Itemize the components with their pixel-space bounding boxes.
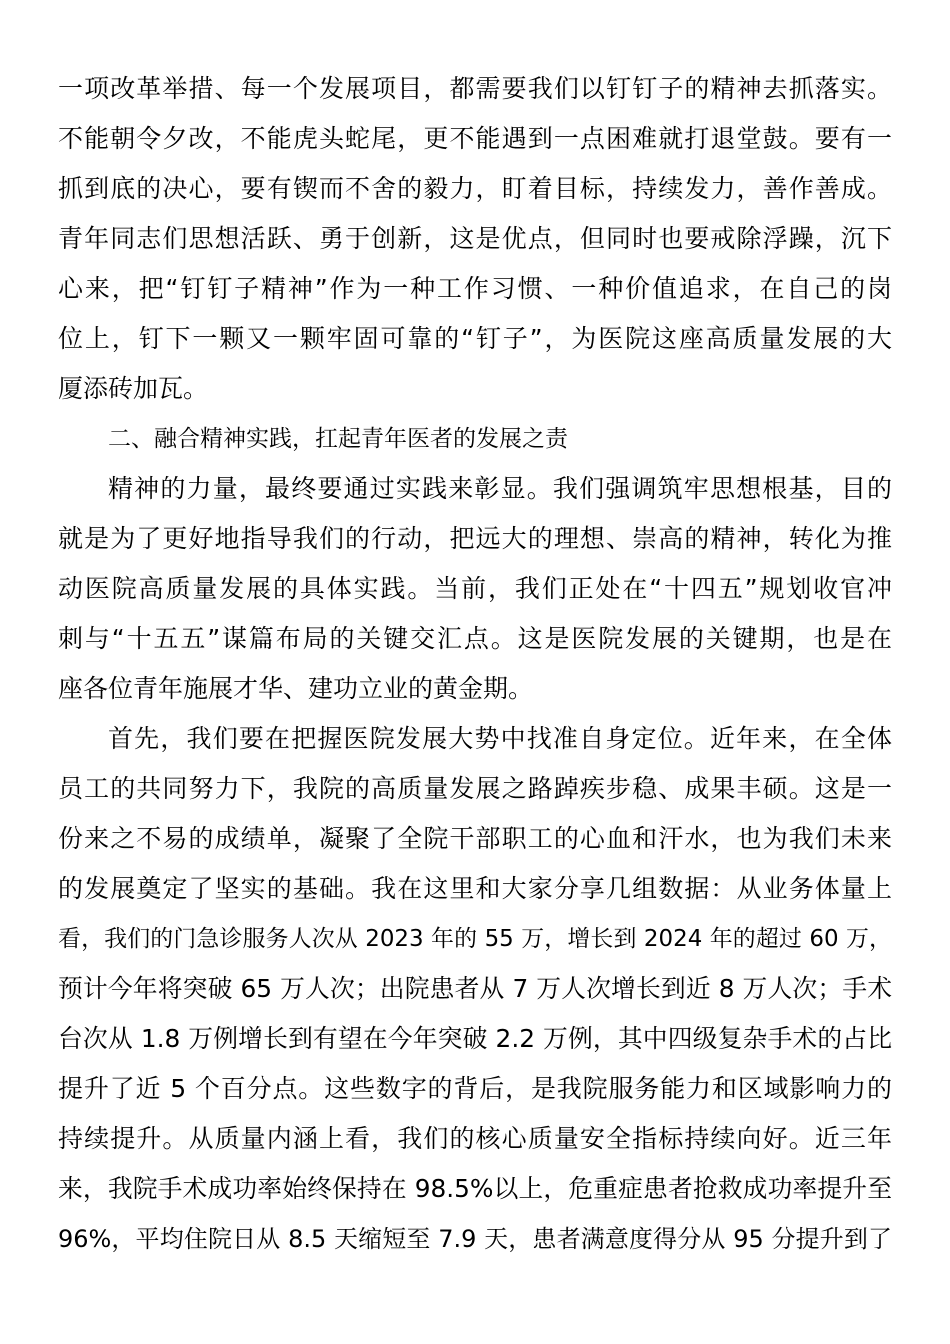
text-line: 员工的共同努力下，我院的高质量发展之路踔疾步稳、成果丰硕。这是一 [58,774,892,803]
text-line: 看，我们的门急诊服务人次从 2023 年的 55 万，增长到 2024 年的超过 60 万， [58,926,892,952]
text-line: 就是为了更好地指导我们的行动，把远大的理想、崇高的精神，转化为推 [58,524,892,553]
text-line: 份来之不易的成绩单，凝聚了全院干部职工的心血和汗水，也为我们未来 [58,824,892,853]
text-line: 来，我院手术成功率始终保持在 98.5%以上，危重症患者抢救成功率提升至 [58,1174,892,1203]
text-line: 台次从 1.8 万例增长到有望在今年突破 2.2 万例，其中四级复杂手术的占比 [58,1024,892,1053]
text-line: 心来，把“钉钉子精神”作为一种工作习惯、一种价值追求，在自己的岗 [58,274,892,303]
text-line: 位上，钉下一颗又一颗牢固可靠的“钉子”，为医院这座高质量发展的大 [58,324,892,353]
document-body [58,64,892,1264]
text-line: 座各位青年施展才华、建功立业的黄金期。 [58,674,534,703]
text-line: 预计今年将突破 65 万人次；出院患者从 7 万人次增长到近 8 万人次；手术 [58,974,892,1003]
text-line: 首先，我们要在把握医院发展大势中找准自身定位。近年来，在全体 [108,724,892,753]
text-line: 刺与“十五五”谋篇布局的关键交汇点。这是医院发展的关键期，也是在 [58,624,892,653]
text-line: 动医院高质量发展的具体实践。当前，我们正处在“十四五”规划收官冲 [58,574,892,603]
text-line: 持续提升。从质量内涵上看，我们的核心质量安全指标持续向好。近三年 [58,1124,892,1153]
text-line: 不能朝令夕改，不能虎头蛇尾，更不能遇到一点困难就打退堂鼓。要有一 [58,124,892,153]
section-heading: 二、融合精神实践，扛起青年医者的发展之责 [108,426,568,452]
text-line: 精神的力量，最终要通过实践来彰显。我们强调筑牢思想根基，目的 [108,474,892,503]
text-line: 厦添砖加瓦。 [58,374,209,403]
text-line: 青年同志们思想活跃、勇于创新，这是优点，但同时也要戒除浮躁，沉下 [58,224,892,253]
text-line: 抓到底的决心，要有锲而不舍的毅力，盯着目标，持续发力，善作善成。 [58,174,892,203]
text-line: 提升了近 5 个百分点。这些数字的背后，是我院服务能力和区域影响力的 [58,1074,892,1103]
text-line: 的发展奠定了坚实的基础。我在这里和大家分享几组数据：从业务体量上 [58,874,892,903]
text-line: 一项改革举措、每一个发展项目，都需要我们以钉钉子的精神去抓落实。 [58,74,892,103]
text-line: 96%，平均住院日从 8.5 天缩短至 7.9 天，患者满意度得分从 95 分提升到了 [58,1225,892,1253]
